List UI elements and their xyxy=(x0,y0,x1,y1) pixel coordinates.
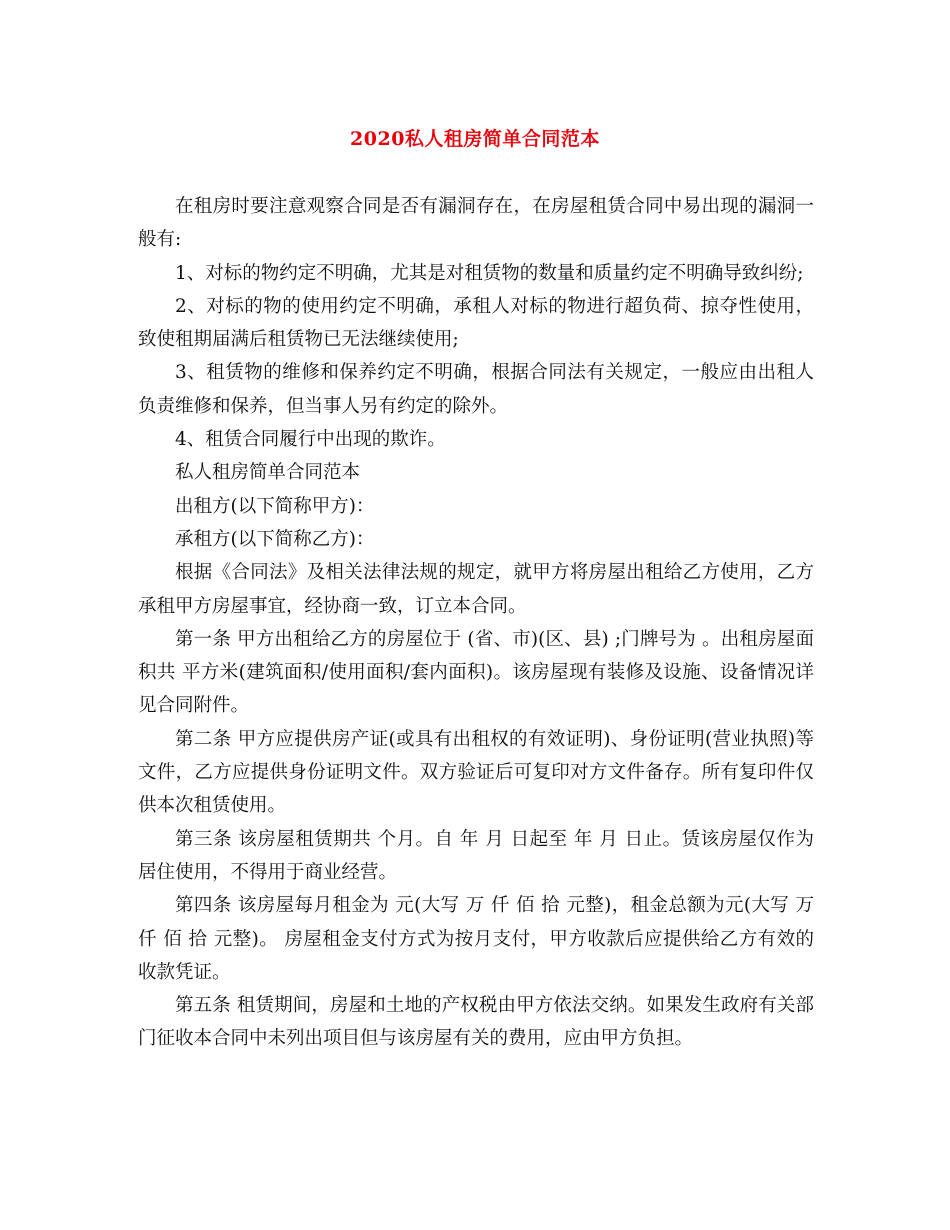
paragraph-loophole-4: 4、租赁合同履行中出现的欺诈。 xyxy=(175,429,446,451)
paragraph-article-2: 第二条 甲方应提供房产证(或具有出租权的有效证明)、身份证明(营业执照)等文件，乙方应提供身份证明文件。双方验证后可复印对方文件备存。所有复印件仅供本次租赁使用。 xyxy=(138,728,814,817)
paragraph-article-3: 第三条 该房屋租赁期共 个月。自 年 月 日起至 年 月 日止。赁该房屋仅作为居住使用，不得用于商业经营。 xyxy=(138,828,814,883)
paragraph-contract-heading: 私人租房简单合同范本 xyxy=(175,462,361,484)
paragraph-article-4: 第四条 该房屋每月租金为 元(大写 万 仟 佰 拾 元整)，租金总额为元(大写 万 仟 佰 拾 元整)。 房屋租金支付方式为按月支付，甲方收款后应提供给乙方有效的收款凭证。 xyxy=(138,895,814,983)
paragraph-loophole-3: 3、租赁物的维修和保养约定不明确，根据合同法有关规定，一般应由出租人负责维修和保养，但当事人另有约定的除外。 xyxy=(138,362,814,417)
paragraph-preamble: 根据《合同法》及相关法律法规的规定，就甲方将房屋出租给乙方使用，乙方承租甲方房屋事宜，经协商一致，订立本合同。 xyxy=(138,562,814,617)
paragraph-lessor: 出租方(以下简称甲方)： xyxy=(175,495,375,517)
paragraph-intro: 在租房时要注意观察合同是否有漏洞存在，在房屋租赁合同中易出现的漏洞一般有: xyxy=(138,196,814,251)
paragraph-loophole-2: 2、对标的物的使用约定不明确，承租人对标的物进行超负荷、掠夺性使用，致使租期届满后租赁物已无法继续使用; xyxy=(138,295,814,351)
document-body xyxy=(138,190,814,1056)
paragraph-article-1: 第一条 甲方出租给乙方的房屋位于 (省、市)(区、县) ;门牌号为 。出租房屋面积共 平方米(建筑面积/使用面积/套内面积)。该房屋现有装修及设施、设备情况详见合同附件。 xyxy=(138,628,814,717)
paragraph-loophole-1: 1、对标的物约定不明确，尤其是对租赁物的数量和质量约定不明确导致纠纷; xyxy=(175,262,804,284)
document-title: 2020私人租房简单合同范本 xyxy=(350,128,600,150)
paragraph-article-5: 第五条 租赁期间，房屋和土地的产权税由甲方依法交纳。如果发生政府有关部门征收本合同中未列出项目但与该房屋有关的费用，应由甲方负担。 xyxy=(138,995,814,1050)
paragraph-lessee: 承租方(以下简称乙方)： xyxy=(175,528,375,550)
